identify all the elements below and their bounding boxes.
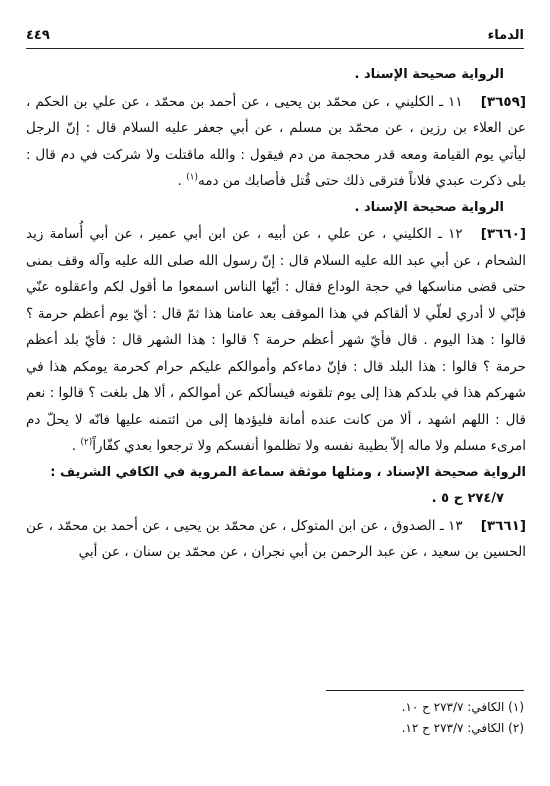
chain-status: الرواية صحيحة الإسناد ، ومثلها موثقة سماعة المروية في الكافي الشريف :: [50, 464, 526, 480]
hadith-3660: [26, 221, 526, 460]
chain-status: الرواية صحيحة الإسناد .: [354, 67, 504, 82]
hadith-number: [٣٦٥٩]: [480, 93, 526, 110]
footnote: (١) الكافي: ٢٧٣/٧ ح ١٠.: [401, 700, 524, 714]
footnote: (٢) الكافي: ٢٧٣/٧ ح ١٢.: [401, 721, 524, 735]
hadith-tail: .: [177, 173, 187, 189]
hadith-tail: .: [71, 438, 81, 454]
footnote-marker: (٢): [80, 437, 93, 448]
page-number: ٤٤٩: [26, 28, 50, 43]
hadith-text: ١١ ـ الكليني ، عن محمّد بن يحيى ، عن أحمد بن محمّد ، عن علي بن الحكم ، عن العلاء بن رزين ، عن محمّد بن مسلم ، عن أبي جعفر عليه السلام قال : إنّ الرجل ليأتي يوم القيامة ومعه قدر محجمة من دم فيقول : والله ماقتلت ولا شركت في دم قال : بلى ذكرت عبدي فلاناً فترقى ذلك حتى قُتل فأصابك من دمه: [26, 93, 526, 189]
footnotes: [26, 697, 524, 739]
page-header: [26, 26, 524, 49]
main-text: [26, 62, 526, 566]
hadith-text: ١٣ ـ الصدوق ، عن ابن المتوكل ، عن محمّد بن يحيى ، عن أحمد بن محمّد ، عن الحسين بن سعيد ، عن عبد الرحمن بن أبي نجران ، عن محمّد بن سنان ، عن أبي: [26, 517, 526, 560]
hadith-number: [٣٦٦٠]: [480, 226, 526, 242]
footnote-divider: [326, 690, 524, 691]
footnote-marker: (١): [186, 172, 198, 183]
chain-status: الرواية صحيحة الإسناد .: [354, 199, 504, 215]
hadith-3659: [26, 89, 526, 195]
hadith-3661: [26, 513, 526, 566]
chain-status-reference: ٢٧٤/٧ ح ٥ .: [431, 491, 504, 506]
running-head: الدماء: [487, 28, 524, 43]
hadith-text: ١٢ ـ الكليني ، عن علي ، عن أبيه ، عن ابن أبي عمير ، عن أبي أُسامة زيد الشحام ، عن أبي عبد الله عليه السلام قال : إنّ رسول الله صلى الله عليه وآله وقف بمنى حتى قضى مناسكها في حجة الوداع فقال : أيّها الناس اسمعوا ما أقول لكم واعقلوه عنّي فإنّي لا أدري لعلّي لا ألقاكم في هذا الموقف بعد عامنا هذا ثمّ قال : أيّ يوم أعظم حرمة ؟ قالوا : هذا اليوم . قال فأيّ شهر أعظم حرمة ؟ قالوا : هذا الشهر قال : فأيّ بلد أعظم حرمة ؟ قالوا : هذا البلد قال : فإنّ دماءكم وأموالكم عليكم حرام كحرمة يومكم هذا في شهركم هذا في بلدكم هذا إلى يوم تلقونه فيسألكم عن أموالكم ، ألا هل بلغت ؟ قالوا : نعم قال : اللهم اشهد ، ألا من كانت عنده أمانة فليؤدها إلى من ائتمنه عليها فانّه لا يحلّ دم امرىء مسلم ولا ماله إلاّ بطيبة نفسه ولا تظلموا أنفسكم ولا ترجعوا بعدي كفّاراً: [26, 226, 526, 454]
hadith-number: [٣٦٦١]: [480, 517, 526, 534]
